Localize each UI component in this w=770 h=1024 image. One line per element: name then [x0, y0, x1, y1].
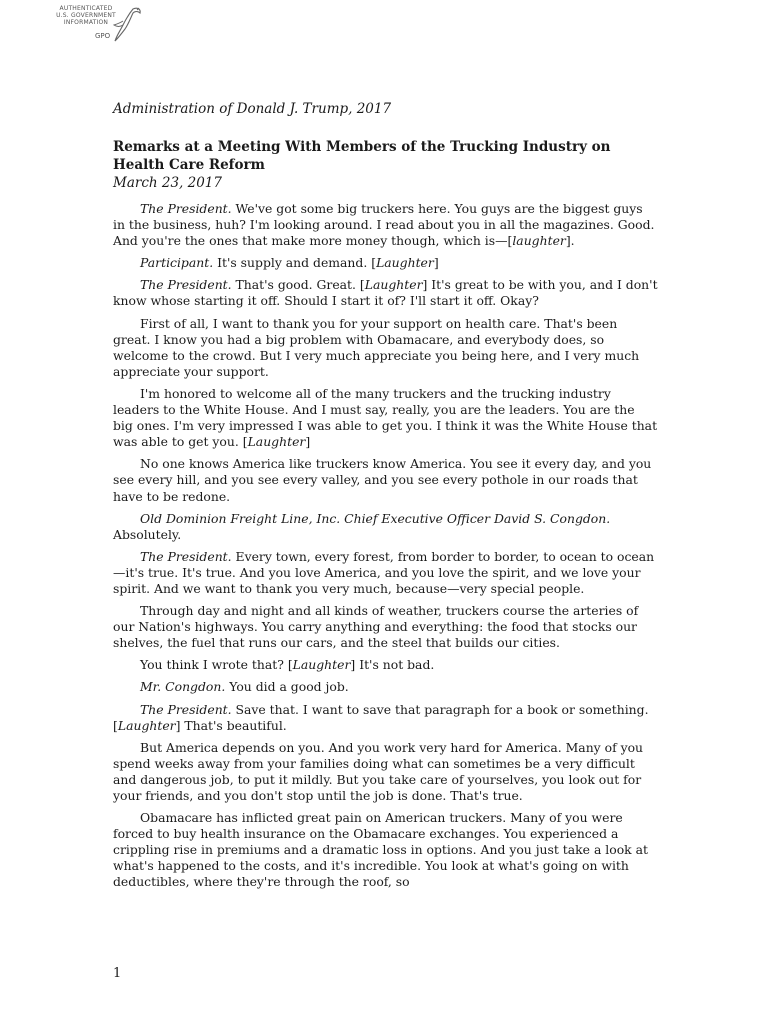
paragraph-text: . — [570, 233, 575, 249]
document-page — [113, 100, 658, 897]
stage-direction: Laughter — [376, 255, 434, 271]
paragraph-text: Save that. I want to save that paragraph for a book or something. — [231, 701, 649, 717]
stage-direction: laughter — [512, 233, 566, 249]
paragraph — [113, 549, 658, 597]
paragraph: The President. We've got some big truckers here. You guys are the biggest guys in the business, huh? I'm looking around. I read about you in all the magazines. Good. And you're the ones that make more money though, which is—[laughter]. — [113, 201, 655, 249]
speaker-name: The President. — [140, 548, 232, 564]
paragraph — [113, 316, 658, 380]
administration-heading: Administration of Donald J. Trump, 2017 — [113, 101, 392, 117]
paragraph — [113, 456, 658, 504]
paragraph — [113, 740, 658, 804]
speaker-name: The President. — [140, 701, 232, 717]
document-date: March 23, 2017 — [113, 175, 222, 191]
seal-gpo-label: GPO — [95, 32, 111, 40]
paragraph: You think I wrote that? [Laughter] It's not bad. — [140, 657, 435, 673]
speaker-name: The President. — [140, 277, 232, 293]
stage-direction: Laughter — [247, 434, 306, 450]
page-number: 1 — [113, 966, 122, 981]
paragraph-text: That's good. Great. — [231, 277, 360, 293]
paragraph-text: Through day and night and all kinds of weather, truckers course the arteries of our Nation's highways. You carry anything and everything: the food that stocks our shelves, the fuel that runs our cars, and the steel that builds our cities. — [113, 603, 639, 651]
document-body — [113, 201, 658, 891]
seal-text — [55, 5, 117, 26]
paragraph-text: Absolutely. — [113, 526, 182, 542]
paragraph — [113, 511, 658, 543]
paragraph: Participant. It's supply and demand. [Laughter] — [140, 255, 439, 271]
speaker-name: Old Dominion Freight Line, Inc. Chief Executive Officer David S. Congdon. — [140, 510, 611, 526]
paragraph-text: It's supply and demand. — [213, 255, 372, 271]
paragraph-text: That's beautiful. — [180, 717, 287, 733]
paragraph-text: First of all, I want to thank you for your support on health care. That's been great. I know you had a big problem with Obamacare, and everybody does, so welcome to the crowd. But I very much appreciate you being here, and I very much appreciate your support. — [113, 315, 640, 379]
speaker-name: The President. — [140, 201, 232, 216]
paragraph-text: No one knows America like truckers know America. You see it every day, and you see every hill, and you see every valley, and you see every pothole in our roads that have to be redone. — [113, 456, 652, 504]
stage-direction: Laughter — [292, 657, 351, 673]
paragraph: The President. Save that. I want to save that paragraph for a book or something. [Laughter] That's beautiful. — [113, 701, 649, 733]
paragraph — [113, 679, 658, 695]
gpo-authentication-seal — [55, 5, 145, 45]
eagle-icon — [111, 5, 143, 45]
paragraph-text: Every town, every forest, from border to border, to ocean to ocean—it's true. It's true. And you love America, and you love the spirit, and we love your spirit. And we want to thank you very much, because—very special people. — [113, 548, 655, 596]
document-title: Remarks at a Meeting With Members of the Trucking Industry on Health Care Reform — [113, 139, 611, 173]
seal-line-2: U.S. GOVERNMENT — [56, 12, 116, 19]
speaker-name: Mr. Congdon. — [140, 679, 226, 695]
speaker-name: Participant. — [140, 255, 214, 271]
stage-direction: Laughter — [117, 717, 176, 733]
paragraph-text: But America depends on you. And you work very hard for America. Many of you spend weeks away from your families doing what can sometimes be a very difficult and dangerous job, to put it mildly. But you take care of yourselves, you look out for your friends, and you don't stop until the job is done. That's true. — [113, 739, 644, 803]
paragraph-text: We've got some big truckers here. You guys are the biggest guys in the business, huh? I'm looking around. I read about you in all the magazines. Good. And you're the ones that make more money though, which is— — [113, 201, 655, 249]
seal-line-1: AUTHENTICATED — [59, 5, 113, 12]
paragraph-text: Obamacare has inflicted great pain on American truckers. Many of you were forced to buy health insurance on the Obamacare exchanges. You experienced a crippling rise in premiums and a dramatic loss in options. And you just take a look at what's happened to the costs, and it's incredible. You look at what's going on with deductibles, where they're through the roof, so — [113, 810, 648, 890]
paragraph — [113, 810, 658, 890]
paragraph-text: You did a good job. — [225, 679, 349, 695]
paragraph-text: It's great to be with you, and I don't know whose starting it off. Should I start it of? I'll start it off. Okay? — [113, 277, 658, 309]
stage-direction: Laughter — [364, 277, 423, 293]
paragraph-text: You think I wrote that? — [140, 657, 288, 673]
paragraph-text: I'm honored to welcome all of the many truckers and the trucking industry leaders to the White House. And I must say, really, you are the leaders. You are the big ones. I'm very impressed I was able to get you. I think it was the White House that was able to get you. — [113, 385, 658, 450]
seal-line-3: INFORMATION — [63, 19, 109, 26]
paragraph: I'm honored to welcome all of the many truckers and the trucking industry leaders to the White House. And I must say, really, you are the leaders. You are the big ones. I'm very impressed I was able to get you. I think it was the White House that was able to get you. [Laughter] — [113, 385, 658, 450]
paragraph: The President. That's good. Great. [Laughter] It's great to be with you, and I don't know whose starting it off. Should I start it of? I'll start it off. Okay? — [113, 277, 658, 309]
paragraph-text: It's not bad. — [355, 657, 435, 673]
paragraph — [113, 603, 658, 651]
